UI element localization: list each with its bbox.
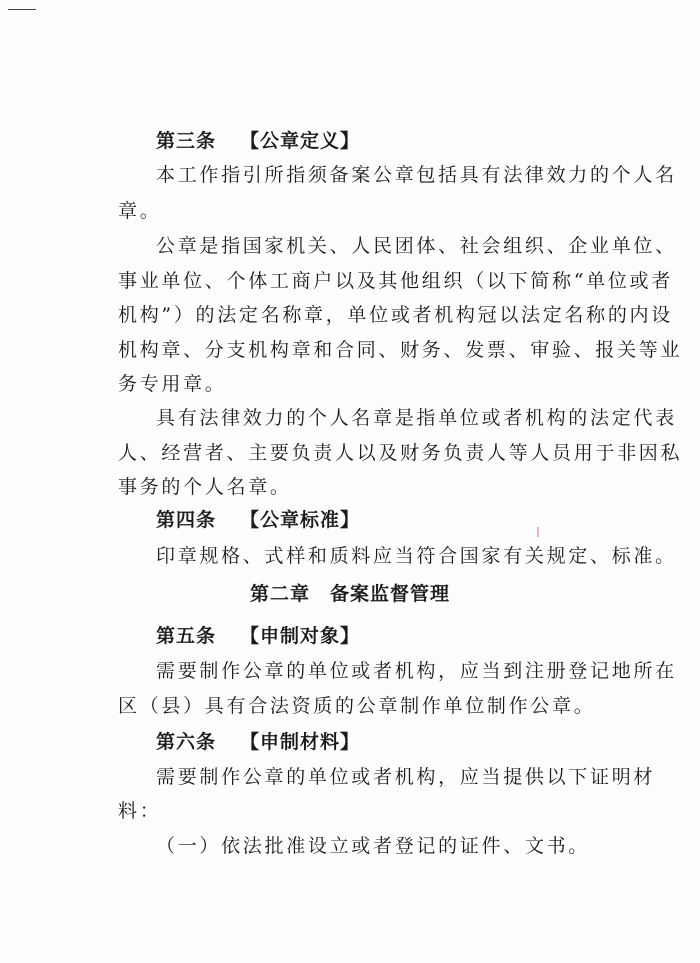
article-6-number: 第六条 bbox=[156, 731, 217, 753]
paragraph-line: 公章是指国家机关、人民团体、社会组织、企业单位、 bbox=[156, 235, 677, 257]
article-6-title: 【申制材料】 bbox=[240, 731, 361, 753]
article-5-title: 【申制对象】 bbox=[240, 625, 361, 647]
paragraph-line: 事务的个人名章。 bbox=[118, 476, 292, 498]
article-5-heading bbox=[156, 624, 360, 648]
article-4-title: 【公章标准】 bbox=[240, 509, 361, 531]
article-4-number: 第四条 bbox=[156, 509, 217, 531]
paragraph-line: 具有法律效力的个人名章是指单位或者机构的法定代表 bbox=[156, 407, 677, 429]
article-3-heading bbox=[156, 129, 360, 153]
paragraph-line: 务专用章。 bbox=[118, 373, 227, 395]
scan-mark bbox=[8, 9, 36, 10]
article-4-heading bbox=[156, 508, 360, 532]
scan-artifact bbox=[537, 527, 539, 537]
article-3-title: 【公章定义】 bbox=[240, 130, 361, 152]
paragraph-line: 区（县）具有合法资质的公章制作单位制作公章。 bbox=[118, 695, 596, 717]
paragraph-line: 印章规格、式样和质料应当符合国家有关规定、标准。 bbox=[156, 545, 677, 567]
paragraph-line: 料： bbox=[118, 800, 162, 822]
paragraph-line: 机构”）的法定名称章，单位或者机构冠以法定名称的内设 bbox=[118, 304, 673, 326]
chapter-2-number: 第二章 bbox=[249, 583, 310, 605]
article-3-number: 第三条 bbox=[156, 130, 217, 152]
paragraph-line: 人、经营者、主要负责人以及财务负责人等人员用于非因私 bbox=[118, 442, 683, 464]
paragraph-line: 需要制作公章的单位或者机构，应当到注册登记地所在 bbox=[156, 660, 677, 682]
chapter-2-heading bbox=[0, 582, 700, 606]
paragraph-line: 章。 bbox=[118, 200, 162, 222]
list-item: （一）依法批准设立或者登记的证件、文书。 bbox=[156, 835, 591, 857]
chapter-2-title: 备案监督管理 bbox=[330, 583, 451, 605]
paragraph-line: 事业单位、个体工商户以及其他组织（以下简称“单位或者 bbox=[118, 270, 673, 292]
paragraph-line: 机构章、分支机构章和合同、财务、发票、审验、报关等业 bbox=[118, 339, 683, 361]
article-5-number: 第五条 bbox=[156, 625, 217, 647]
article-6-heading bbox=[156, 730, 360, 754]
paragraph-line: 本工作指引所指须备案公章包括具有法律效力的个人名 bbox=[156, 164, 677, 186]
paragraph-line: 需要制作公章的单位或者机构，应当提供以下证明材 bbox=[156, 766, 656, 788]
